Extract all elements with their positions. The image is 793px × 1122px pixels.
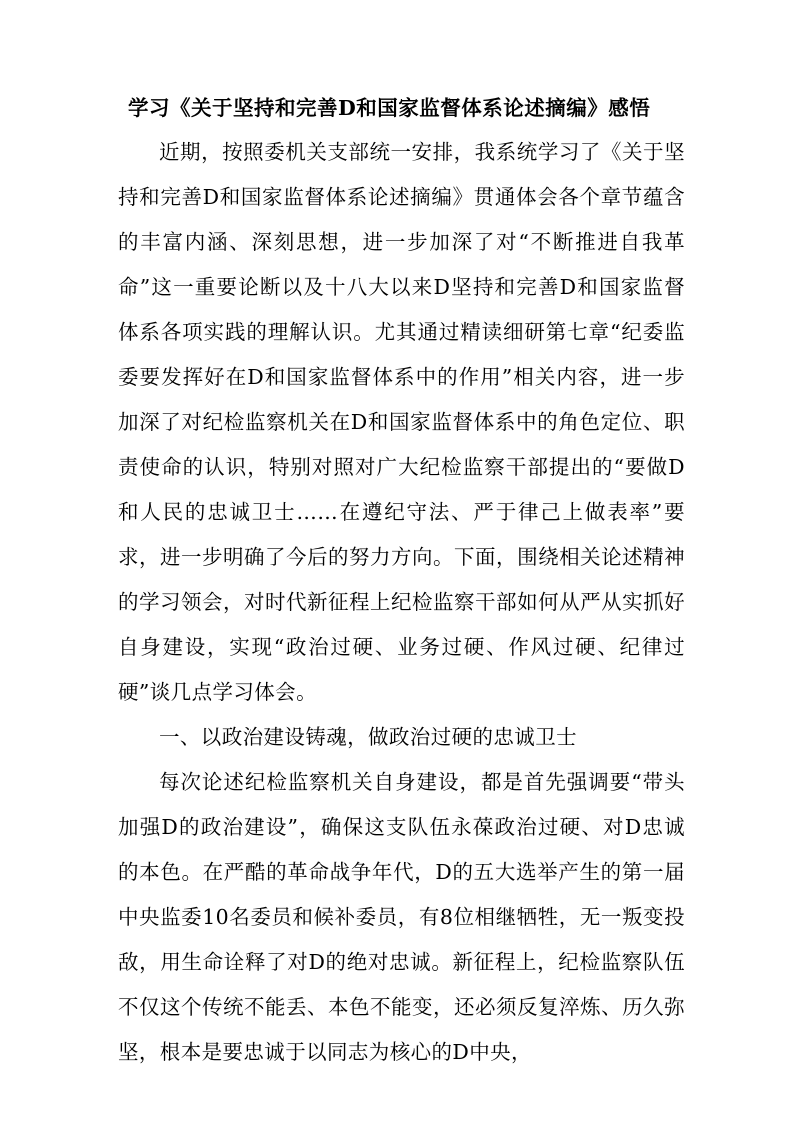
paragraph-2: 每次论述纪检监察机关自身建设，都是首先强调要“带头加强D的政治建设”，确保这支队伍永葆政治过硬、对D忠诚的本色。在严酷的革命战争年代，D的五大选举产生的第一届中央监委10名委员和候补委员，有8位相继牺牲，无一叛变投敌，用生命诠释了对D的绝对忠诚。新征程上，纪检监察队伍不仅这个传统不能丢、本色不能变，还必须反复淬炼、历久弥坚，根本是要忠诚于以同志为核心的D中央， [118, 770, 685, 1064]
section-heading-1: 一、以政治建设铸魂，做政治过硬的忠诚卫士 [159, 725, 577, 749]
paragraph-1: 近期，按照委机关支部统一安排，我系统学习了《关于坚持和完善D和国家监督体系论述摘编》贯通体会各个章节蕴含的丰富内涵、深刻思想，进一步加深了对“不断推进自我革命”这一重要论断以及十八大以来D坚持和完善D和国家监督体系各项实践的理解认识。尤其通过精读细研第七章“纪委监委要发挥好在D和国家监督体系中的作用”相关内容，进一步加深了对纪检监察机关在D和国家监督体系中的角色定位、职责使命的认识，特别对照对广大纪检监察干部提出的“要做D和人民的忠诚卫士……在遵纪守法、严于律己上做表率”要求，进一步明确了今后的努力方向。下面，围绕相关论述精神的学习领会，对时代新征程上纪检监察干部如何从严从实抓好自身建设，实现“政治过硬、业务过硬、作风过硬、纪律过硬”谈几点学习体会。 [118, 140, 685, 704]
page-title: 学习《关于坚持和完善D和国家监督体系论述摘编》感悟 [128, 96, 651, 120]
